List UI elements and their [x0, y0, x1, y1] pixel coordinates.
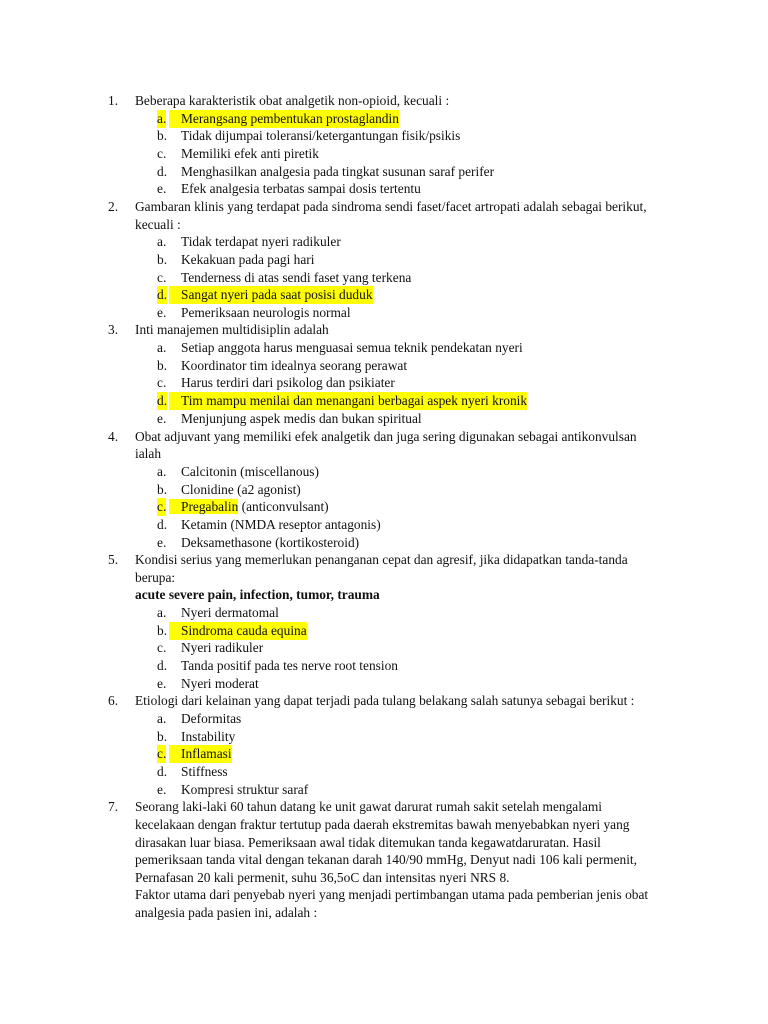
question-text: Faktor utama dari penyebab nyeri yang menjadi pertimbangan utama pada pemberian jenis obat [135, 887, 649, 902]
option-letter: d. [157, 764, 168, 779]
option-letter: c. [157, 146, 167, 161]
question-number: 7. [108, 799, 119, 814]
question-text: kecelakaan dengan fraktur tertutup pada daerah ekstremitas bawah menyebabkan nyeri yang [135, 817, 630, 832]
question-text: pemeriksaan tanda vital dengan tekanan darah 140/90 mmHg, Denyut nadi 106 kali permenit, [135, 852, 637, 867]
option-text: Koordinator tim idealnya seorang perawat [181, 358, 408, 373]
question-text: Gambaran klinis yang terdapat pada sindroma sendi faset/facet artropati adalah sebagai berikut, [135, 199, 647, 214]
option-text-highlighted: Pregabalin [169, 499, 238, 514]
option-text: Tidak terdapat nyeri radikuler [181, 234, 341, 249]
option-text: Nyeri dermatomal [181, 605, 279, 620]
option-letter: a. [157, 234, 167, 249]
option-letter: d. [157, 517, 168, 532]
question-number: 1. [108, 93, 119, 108]
option-text-highlighted: Inflamasi [169, 745, 232, 763]
option-text-highlighted: Sindroma cauda equina [169, 622, 307, 640]
option-letter: c. [157, 375, 167, 390]
option-letter: a. [157, 464, 167, 479]
option-text: Kompresi struktur saraf [181, 782, 309, 797]
option-text: Nyeri radikuler [181, 640, 264, 655]
option-letter: b. [157, 252, 168, 267]
option-letter: a. [157, 711, 167, 726]
question-bold-line: acute severe pain, infection, tumor, trauma [135, 587, 380, 602]
option-letter-highlighted: c. [157, 499, 167, 514]
option-letter-highlighted: d. [157, 393, 168, 408]
option-letter-highlighted: a. [157, 111, 167, 126]
option-letter: e. [157, 676, 167, 691]
option-text: Setiap anggota harus menguasai semua teknik pendekatan nyeri [181, 340, 523, 355]
option-letter: d. [157, 658, 168, 673]
option-text: Memiliki efek anti piretik [181, 146, 319, 161]
question-text: Seorang laki-laki 60 tahun datang ke unit gawat darurat rumah sakit setelah mengalami [135, 799, 603, 814]
option-text: Menghasilkan analgesia pada tingkat susunan saraf perifer [181, 164, 495, 179]
question-text: Kondisi serius yang memerlukan penanganan cepat dan agresif, jika didapatkan tanda-tanda [135, 552, 628, 567]
option-text-suffix: (anticonvulsant) [238, 499, 329, 514]
option-text: Calcitonin (miscellanous) [181, 464, 319, 479]
option-letter-highlighted: d. [157, 287, 168, 302]
option-letter: a. [157, 605, 167, 620]
option-letter: e. [157, 181, 167, 196]
option-text: Tenderness di atas sendi faset yang terkena [181, 270, 412, 285]
option-text: Deformitas [181, 711, 242, 726]
option-letter: b. [157, 128, 168, 143]
question-number: 5. [108, 552, 119, 567]
option-text: Menjunjung aspek medis dan bukan spiritual [181, 411, 422, 426]
option-letter: b. [157, 482, 168, 497]
option-letter: e. [157, 782, 167, 797]
option-text: Pemeriksaan neurologis normal [181, 305, 351, 320]
option-text: Efek analgesia terbatas sampai dosis tertentu [181, 181, 421, 196]
option-text-highlighted: Tim mampu menilai dan menangani berbagai aspek nyeri kronik [169, 392, 527, 410]
option-letter: c. [157, 270, 167, 285]
option-letter: e. [157, 411, 167, 426]
question-text: Obat adjuvant yang memiliki efek analgetik dan juga sering digunakan sebagai antikonvulsan [135, 429, 637, 444]
option-text: Clonidine (a2 agonist) [181, 482, 301, 497]
option-letter: e. [157, 535, 167, 550]
option-letter: d. [157, 164, 168, 179]
question-text: berupa: [135, 570, 176, 585]
option-text-highlighted: Sangat nyeri pada saat posisi duduk [169, 286, 373, 304]
option-text-mixed [181, 498, 329, 516]
option-text: Stiffness [181, 764, 228, 779]
option-text: Instability [181, 729, 236, 744]
option-letter: b. [157, 358, 168, 373]
question-text: ialah [135, 446, 162, 461]
question-text: Etiologi dari kelainan yang dapat terjadi pada tulang belakang salah satunya sebagai berikut : [135, 693, 635, 708]
question-number: 4. [108, 429, 119, 444]
option-text: Ketamin (NMDA reseptor antagonis) [181, 517, 381, 532]
question-number: 2. [108, 199, 119, 214]
question-number: 6. [108, 693, 119, 708]
option-letter: a. [157, 340, 167, 355]
option-letter: b. [157, 729, 168, 744]
option-text: Kekakuan pada pagi hari [181, 252, 315, 267]
option-letter: c. [157, 640, 167, 655]
option-text: Nyeri moderat [181, 676, 259, 691]
question-text: kecuali : [135, 217, 181, 232]
option-letter: b. [157, 623, 168, 638]
question-text: Pernafasan 20 kali permenit, suhu 36,5oC dan intensitas nyeri NRS 8. [135, 870, 510, 885]
option-text: Tidak dijumpai toleransi/ketergantungan fisik/psikis [181, 128, 461, 143]
option-text: Tanda positif pada tes nerve root tension [181, 658, 398, 673]
question-number: 3. [108, 322, 119, 337]
option-text: Deksamethasone (kortikosteroid) [181, 535, 360, 550]
question-text: analgesia pada pasien ini, adalah : [135, 905, 318, 920]
option-text: Harus terdiri dari psikolog dan psikiater [181, 375, 395, 390]
option-letter-highlighted: c. [157, 746, 167, 761]
option-text-highlighted: Merangsang pembentukan prostaglandin [169, 110, 399, 128]
question-text: Beberapa karakteristik obat analgetik non-opioid, kecuali : [135, 93, 450, 108]
question-text: Inti manajemen multidisiplin adalah [135, 322, 329, 337]
option-letter: e. [157, 305, 167, 320]
question-text: dirasakan luar biasa. Pemeriksaan awal tidak ditemukan tanda kegawatdaruratan. Hasil [135, 835, 601, 850]
